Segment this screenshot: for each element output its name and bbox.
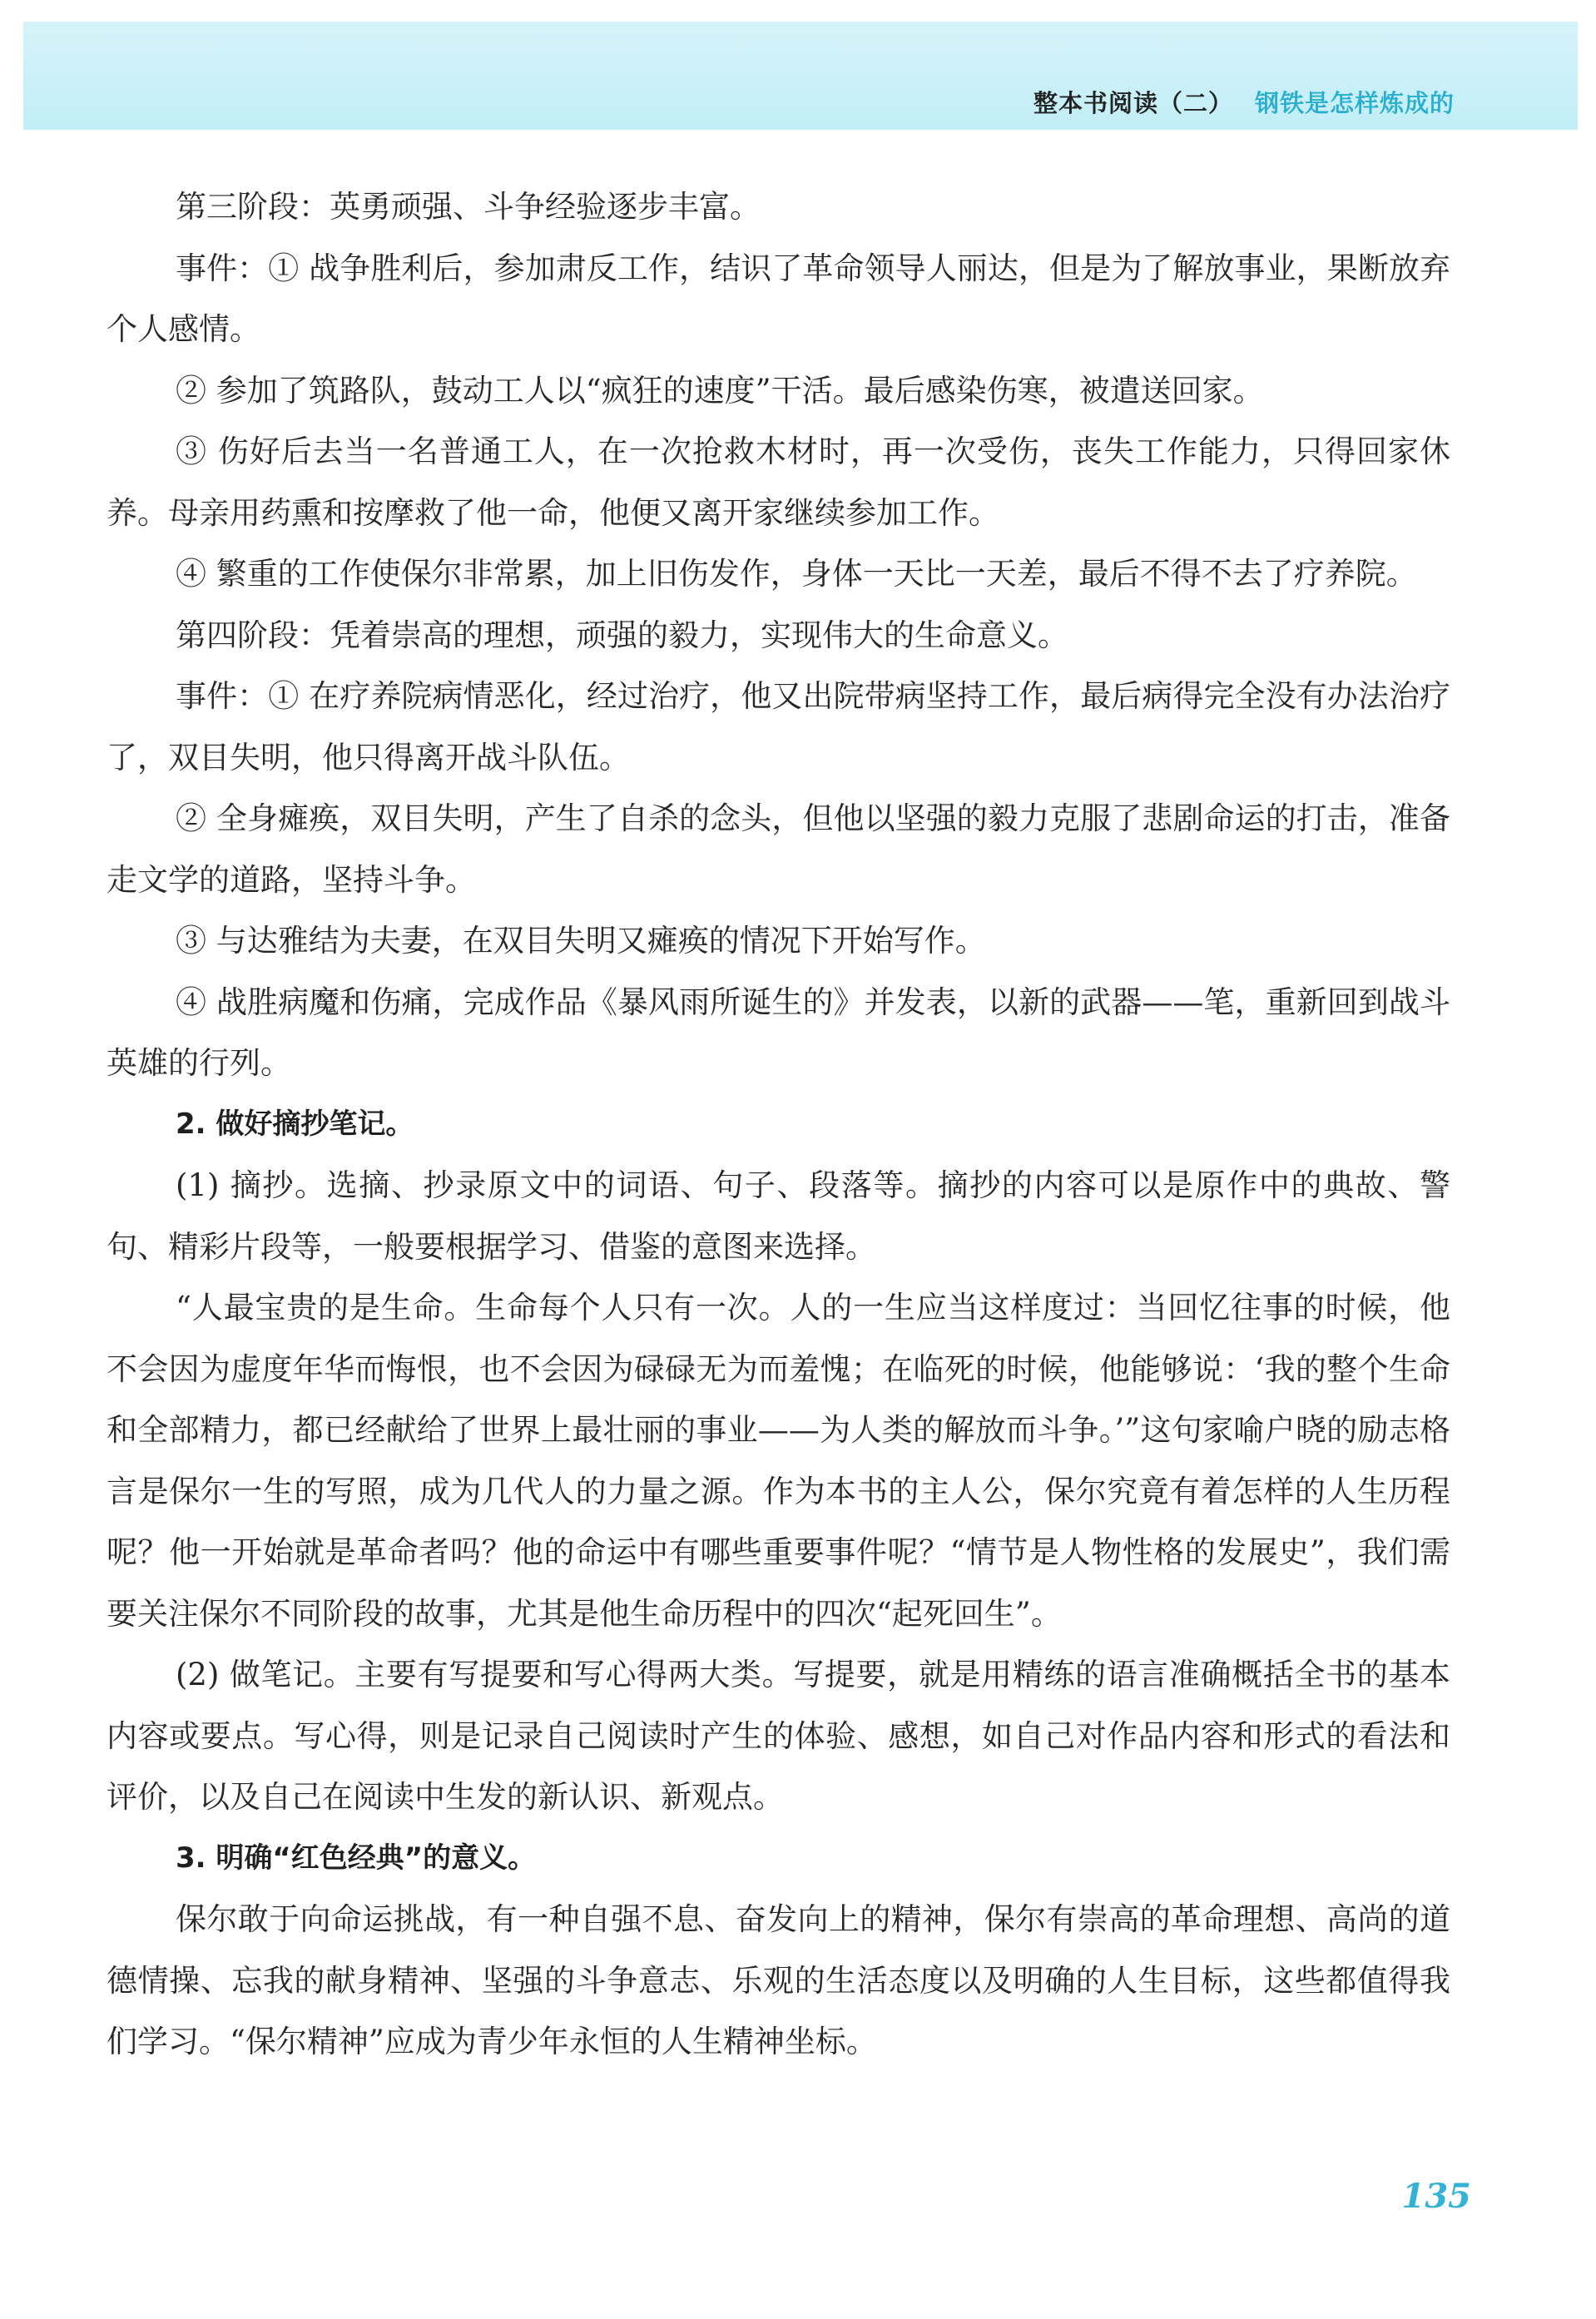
page-body xyxy=(107,176,1450,2073)
paragraph: ③ 伤好后去当一名普通工人，在一次抢救木材时，再一次受伤，丧失工作能力，只得回家休养。母亲用药熏和按摩救了他一命，他便又离开家继续参加工作。 xyxy=(107,434,1450,531)
paragraph: 第三阶段：英勇顽强、斗争经验逐步丰富。 xyxy=(176,189,761,225)
section-heading: 2. 做好摘抄笔记。 xyxy=(176,1107,414,1141)
paragraph: ② 全身瘫痪，双目失明，产生了自杀的念头，但他以坚强的毅力克服了悲剧命运的打击，准备走文学的道路，坚持斗争。 xyxy=(107,800,1450,898)
header-section-title: 整本书阅读（二） xyxy=(1033,89,1233,117)
paragraph: “人最宝贵的是生命。生命每个人只有一次。人的一生应当这样度过：当回忆往事的时候，他不会因为虚度年华而悔恨，也不会因为碌碌无为而羞愧；在临死的时候，他能够说：‘我的整个生命和全部精力，都已经献给了世界上最壮丽的事业——为人类的解放而斗争。’”这句家喻户晓的励志格言是保尔一生的写照，成为几代人的力量之源。作为本书的主人公，保尔究竟有着怎样的人生历程呢？他一开始就是革命者吗？他的命运中有哪些重要事件呢？“情节是人物性格的发展史”，我们需要关注保尔不同阶段的故事，尤其是他生命历程中的四次“起死回生”。 xyxy=(107,1290,1450,1632)
paragraph: ④ 战胜病魔和伤痛，完成作品《暴风雨所诞生的》并发表，以新的武器——笔，重新回到战斗英雄的行列。 xyxy=(107,984,1450,1081)
paragraph: ③ 与达雅结为夫妻，在双目失明又瘫痪的情况下开始写作。 xyxy=(176,923,986,959)
page-number: 135 xyxy=(1401,2177,1471,2216)
paragraph: 保尔敢于向命运挑战，有一种自强不息、奋发向上的精神，保尔有崇高的革命理想、高尚的道德情操、忘我的献身精神、坚强的斗争意志、乐观的生活态度以及明确的人生目标，这些都值得我们学习。“保尔精神”应成为青少年永恒的人生精神坐标。 xyxy=(107,1901,1450,2059)
paragraph: ② 参加了筑路队，鼓动工人以“疯狂的速度”干活。最后感染伤寒，被遣送回家。 xyxy=(176,372,1264,409)
paragraph: 第四阶段：凭着崇高的理想，顽强的毅力，实现伟大的生命意义。 xyxy=(176,617,1068,653)
header-book-title: 钢铁是怎样炼成的 xyxy=(1254,89,1455,117)
paragraph: (1) 摘抄。选摘、抄录原文中的词语、句子、段落等。摘抄的内容可以是原作中的典故、警句、精彩片段等，一般要根据学习、借鉴的意图来选择。 xyxy=(107,1167,1450,1265)
paragraph: 事件：① 在疗养院病情恶化，经过治疗，他又出院带病坚持工作，最后病得完全没有办法治疗了，双目失明，他只得离开战斗队伍。 xyxy=(107,678,1450,775)
paragraph: ④ 繁重的工作使保尔非常累，加上旧伤发作，身体一天比一天差，最后不得不去了疗养院。 xyxy=(176,556,1417,592)
paragraph: (2) 做笔记。主要有写提要和写心得两大类。写提要，就是用精练的语言准确概括全书的基本内容或要点。写心得，则是记录自己阅读时产生的体验、感想，如自己对作品内容和形式的看法和评价，以及自己在阅读中生发的新认识、新观点。 xyxy=(107,1657,1450,1815)
running-header xyxy=(1033,89,1455,117)
paragraph: 事件：① 战争胜利后，参加肃反工作，结识了革命领导人丽达，但是为了解放事业，果断放弃个人感情。 xyxy=(107,250,1450,347)
section-heading: 3. 明确“红色经典”的意义。 xyxy=(176,1841,537,1875)
